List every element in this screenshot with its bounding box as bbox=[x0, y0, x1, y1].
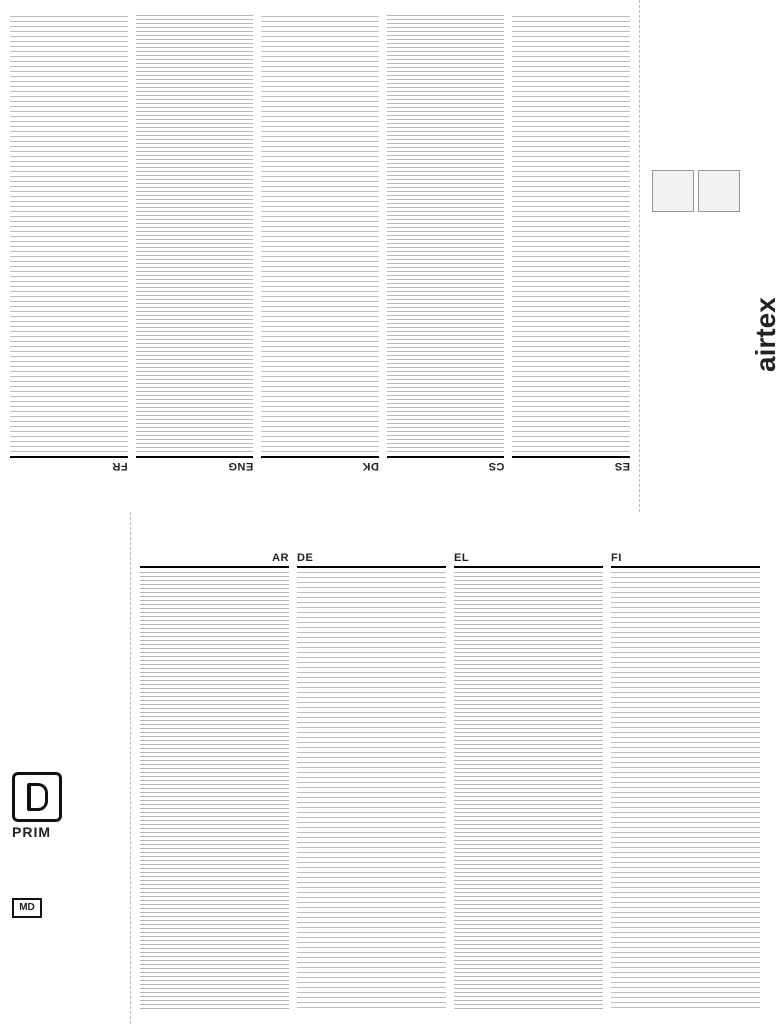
text-block bbox=[261, 12, 379, 452]
lang-col-es bbox=[512, 12, 630, 472]
bottom-margin-column bbox=[0, 512, 131, 1024]
lang-col-ar bbox=[140, 552, 289, 1012]
prim-logo-icon bbox=[12, 772, 62, 822]
text-block bbox=[140, 572, 289, 1012]
lang-col-el bbox=[454, 552, 603, 1012]
top-language-columns bbox=[10, 12, 630, 472]
lang-col-dk bbox=[261, 12, 379, 472]
lang-heading: DE bbox=[297, 552, 446, 568]
text-block bbox=[611, 572, 760, 1012]
text-block bbox=[454, 572, 603, 1012]
text-block bbox=[136, 12, 254, 452]
text-block bbox=[387, 12, 505, 452]
text-block bbox=[512, 12, 630, 452]
lang-col-de bbox=[297, 552, 446, 1012]
lang-heading: FI bbox=[611, 552, 760, 568]
lang-heading: AR bbox=[140, 552, 289, 568]
lang-heading: ES bbox=[512, 456, 630, 472]
text-block bbox=[10, 12, 128, 452]
lang-col-cs bbox=[387, 12, 505, 472]
text-block bbox=[297, 572, 446, 1012]
lang-col-eng bbox=[136, 12, 254, 472]
bottom-language-columns bbox=[140, 552, 760, 1012]
lang-heading: EL bbox=[454, 552, 603, 568]
product-image bbox=[698, 170, 740, 212]
lang-heading: CS bbox=[387, 456, 505, 472]
product-logo-top: airtex bbox=[750, 297, 781, 372]
leaflet-bottom-half bbox=[0, 512, 770, 1024]
brand-name: PRIM bbox=[12, 824, 51, 840]
md-symbol-icon: MD bbox=[12, 898, 42, 918]
lang-col-fi bbox=[611, 552, 760, 1012]
product-image bbox=[652, 170, 694, 212]
top-margin-column bbox=[639, 0, 781, 512]
lang-heading: ENG bbox=[136, 456, 254, 472]
lang-heading: DK bbox=[261, 456, 379, 472]
lang-heading: FR bbox=[10, 456, 128, 472]
lang-col-fr bbox=[10, 12, 128, 472]
leaflet-top-half bbox=[0, 0, 781, 512]
